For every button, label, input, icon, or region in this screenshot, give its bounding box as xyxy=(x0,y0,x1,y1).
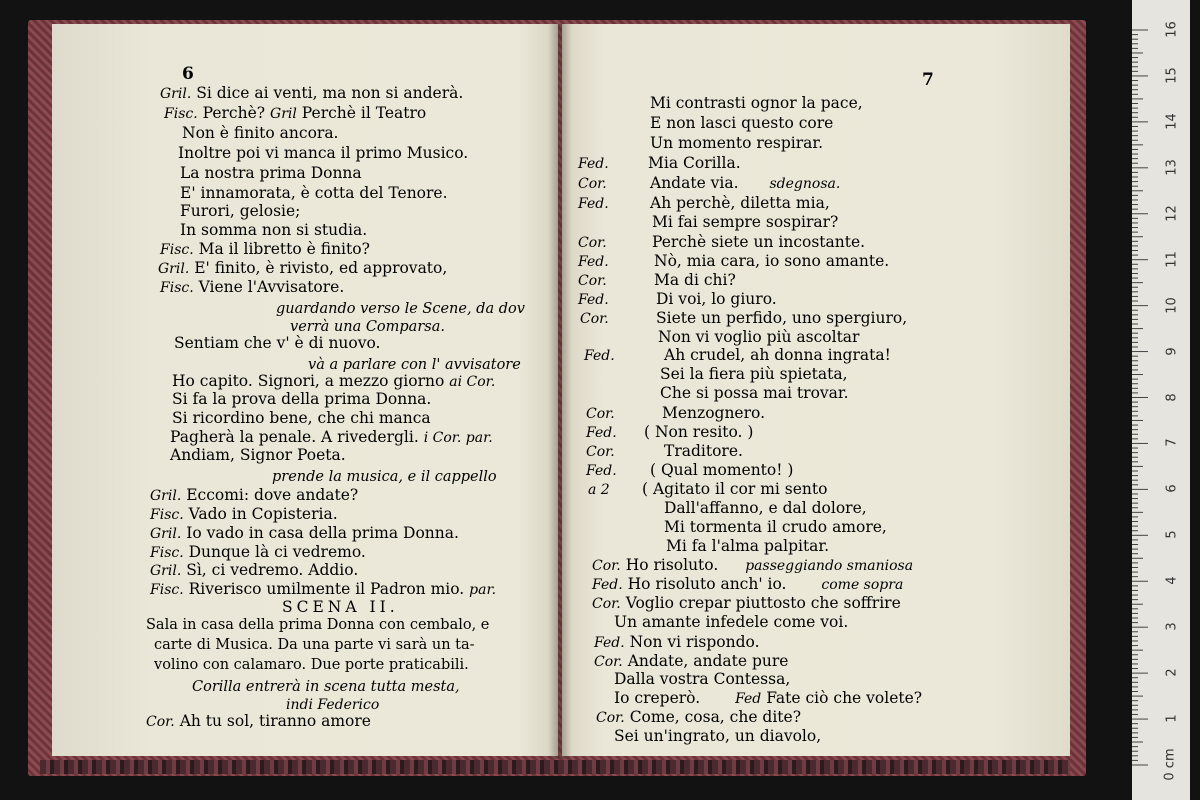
text-line: Gril. Si dice ai venti, ma non si anderà. xyxy=(160,84,464,102)
text-line: Fed. Non vi rispondo. xyxy=(594,633,760,651)
stage-direction: indi Federico xyxy=(286,697,380,713)
stage-direction: guardando verso le Scene, da dov xyxy=(276,301,525,317)
book-cover-edge xyxy=(40,760,1070,774)
text-line: Cor. Traditore. xyxy=(586,442,743,460)
ruler-number: 13 xyxy=(1164,159,1180,176)
ruler-number: 12 xyxy=(1164,204,1180,222)
text-line: Pagherà la penale. A rivedergli. i Cor. par. xyxy=(170,428,493,446)
ruler-number: 16 xyxy=(1164,21,1180,38)
text-line: Furori, gelosie; xyxy=(180,202,301,220)
text-line: Fisc. Vado in Copisteria. xyxy=(150,505,338,523)
ruler-number: 0 cm xyxy=(1162,748,1178,781)
text-line: Mi fa l'alma palpitar. xyxy=(666,537,830,555)
text-line: Fed. Mia Corilla. xyxy=(578,154,741,172)
text-line: Fed. ( Non resito. ) xyxy=(586,423,754,441)
text-line: Gril. Io vado in casa della prima Donna. xyxy=(150,524,459,542)
text-line: Fed. Ho risoluto anch' io. come sopra xyxy=(592,575,904,593)
text-line: Cor. Andate via. sdegnosa. xyxy=(578,174,841,192)
text-line: Inoltre poi vi manca il primo Musico. xyxy=(178,144,469,162)
text-line: Fed. Ah crudel, ah donna ingrata! xyxy=(584,346,891,364)
text-line: Ho capito. Signori, a mezzo giorno ai Cor. xyxy=(172,372,496,390)
text-line: Cor. Ah tu sol, tiranno amore xyxy=(146,712,371,730)
ruler-number: 15 xyxy=(1164,67,1180,84)
ruler-number: 4 xyxy=(1164,576,1180,585)
stage-direction: verrà una Comparsa. xyxy=(290,319,445,335)
text-line: Cor. Perchè siete un incostante. xyxy=(578,233,866,251)
ruler-number: 6 xyxy=(1164,484,1180,494)
text-line: Non è finito ancora. xyxy=(182,124,339,142)
text-line: In somma non si studia. xyxy=(180,221,368,239)
text-line: Sala in casa della prima Donna con cembalo, e xyxy=(146,617,490,633)
text-line: carte di Musica. Da una parte vi sarà un ta- xyxy=(154,637,475,653)
text-line: Fed. ( Qual momento! ) xyxy=(586,461,794,479)
text-line: Cor. Menzognero. xyxy=(586,404,765,422)
scene-heading: SCENA II. xyxy=(282,598,399,616)
stage-direction: prende la musica, e il cappello xyxy=(272,469,497,485)
ruler-number: 1 xyxy=(1164,714,1180,723)
ruler-number: 3 xyxy=(1164,622,1180,631)
text-line: Gril. E' finito, è rivisto, ed approvato, xyxy=(158,259,448,277)
text-line: Mi contrasti ognor la pace, xyxy=(650,94,863,112)
page-number-right: 7 xyxy=(922,70,934,90)
book-gutter xyxy=(548,24,572,759)
ruler-number: 8 xyxy=(1164,392,1180,402)
text-line: Mi fai sempre sospirar? xyxy=(652,213,839,231)
page-number-left: 6 xyxy=(182,64,194,84)
measuring-ruler xyxy=(1132,0,1190,800)
text-line: Io creperò. Fed Fate ciò che volete? xyxy=(614,689,923,707)
text-line: Fed. Di voi, lo giuro. xyxy=(578,290,777,308)
text-line: Dalla vostra Contessa, xyxy=(614,670,791,688)
text-line: a 2 ( Agitato il cor mi sento xyxy=(588,480,828,498)
ruler-number: 7 xyxy=(1164,438,1180,448)
text-line: Si ricordino bene, che chi manca xyxy=(172,409,431,427)
text-line: Un amante infedele come voi. xyxy=(614,613,849,631)
ruler-ticks xyxy=(1132,0,1190,800)
text-line: E' innamorata, è cotta del Tenore. xyxy=(180,184,448,202)
stage-direction: và a parlare con l' avvisatore xyxy=(308,357,521,373)
text-line: E non lasci questo core xyxy=(650,114,834,132)
ruler-number: 10 xyxy=(1164,296,1180,314)
ruler-number: 5 xyxy=(1164,530,1180,539)
ruler-number: 9 xyxy=(1164,346,1180,356)
text-line: Andiam, Signor Poeta. xyxy=(170,446,346,464)
text-line: Fed. Ah perchè, diletta mia, xyxy=(578,194,830,212)
text-line: Cor. Voglio crepar piuttosto che soffrire xyxy=(592,594,901,612)
text-line: Fisc. Riverisco umilmente il Padron mio. par. xyxy=(150,580,497,598)
text-line: Che si possa mai trovar. xyxy=(660,384,849,402)
text-line: Dall'affanno, e dal dolore, xyxy=(664,499,867,517)
ruler-number: 2 xyxy=(1164,668,1180,677)
text-line: Cor. Andate, andate pure xyxy=(594,652,789,670)
text-line: Fisc. Viene l'Avvisatore. xyxy=(160,278,345,296)
text-line: Fisc. Ma il libretto è finito? xyxy=(160,240,370,258)
stage-direction: Corilla entrerà in scena tutta mesta, xyxy=(192,679,460,695)
text-line: Sentiam che v' è di nuovo. xyxy=(174,334,381,352)
text-line: volino con calamaro. Due porte praticabili. xyxy=(154,657,469,673)
text-line: Sei la fiera più spietata, xyxy=(660,365,848,383)
ruler-number: 11 xyxy=(1164,250,1180,268)
text-line: Cor. Come, cosa, che dite? xyxy=(596,708,802,726)
text-line: Mi tormenta il crudo amore, xyxy=(664,518,887,536)
text-line: Fed. Nò, mia cara, io sono amante. xyxy=(578,252,890,270)
text-line: Un momento respirar. xyxy=(650,134,824,152)
text-line: Cor. Siete un perfido, uno spergiuro, xyxy=(580,309,908,327)
text-line: Cor. Ma di chi? xyxy=(578,271,736,289)
text-line: Si fa la prova della prima Donna. xyxy=(172,390,432,408)
text-line: Fisc. Perchè? Gril Perchè il Teatro xyxy=(164,104,427,122)
text-line: Gril. Sì, ci vedremo. Addio. xyxy=(150,561,359,579)
text-line: Non vi voglio più ascoltar xyxy=(658,328,860,346)
text-line: Sei un'ingrato, un diavolo, xyxy=(614,727,822,745)
text-line: Fisc. Dunque là ci vedremo. xyxy=(150,543,366,561)
ruler-number: 14 xyxy=(1164,113,1180,130)
text-line: Gril. Eccomi: dove andate? xyxy=(150,486,359,504)
text-line: Cor. Ho risoluto. passeggiando smaniosa xyxy=(592,556,914,574)
text-line: La nostra prima Donna xyxy=(180,164,362,182)
